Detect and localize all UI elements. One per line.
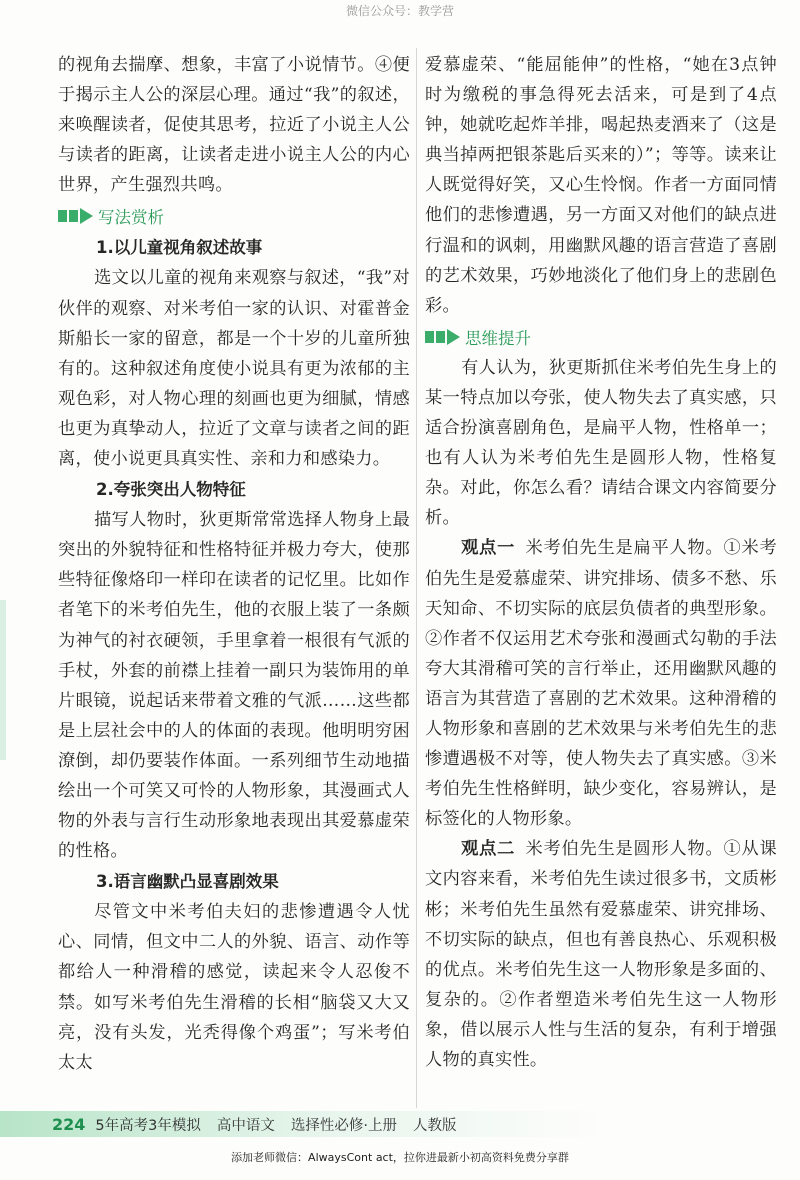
footer-volume: 选择性必修·上册 [290, 1117, 397, 1134]
subheading-3: 3.语言幽默凸显喜剧效果 [96, 872, 279, 892]
right-continuation-paragraph: 爱慕虚荣、“能屈能伸”的性格，“她在3点钟时为缴税的事急得死去活来，可是到了4点钟，她就吃起炸羊排，喝起热麦酒来了（这是典当掉两把银茶匙后买来的）”；等等。读来让人既觉得好笑，又心生怜悯。作者一方面同情他们的悲惨遭遇，另一方面又对他们的缺点进行温和的讽刺，用幽默风趣的语言营造了喜剧的艺术效果，巧妙地淡化了他们身上的悲剧色彩。 [425, 55, 777, 316]
viewpoint-1-label: 观点一 [461, 538, 516, 559]
paragraph-2: 描写人物时，狄更斯常常选择人物身上最突出的外貌特征和性格特征并极力夸大，使那些特征像烙印一样印在读者的记忆里。比如作者笔下的米考伯先生，他的衣服上装了一条颇为神气的衬衣硬领，手里拿着一根很有气派的手杖，外套的前襟上挂着一副只为装饰用的单片眼镜，说起话来带着文雅的气派……这些都是上层社会中的人的体面的表现。他明明穷困潦倒，却仍要装作体面。一系列细节生动地描绘出一个可笑又可怜的人物形象，其漫画式人物的外表与言行生动形象地表现出其爱慕虚荣的性格。 [58, 510, 410, 862]
section-heading-writing [58, 200, 410, 232]
left-column [58, 50, 410, 1078]
page-edge-tab [0, 600, 6, 760]
viewpoint-2 [425, 834, 777, 1075]
page-number: 224 [52, 1114, 86, 1134]
footer-subject: 高中语文 [216, 1117, 275, 1134]
paragraph-3: 尽管文中米考伯夫妇的悲惨遭遇令人忧心、同情，但文中二人的外貌、语言、动作等都给人一种滑稽的感觉，读起来令人忍俊不禁。如写米考伯先生滑稽的长相“脑袋又大又亮，没有头发，光秃得像个鸡蛋”；写米考伯太太 [58, 902, 410, 1073]
paragraph-1: 选文以儿童的视角来观察与叙述，“我”对伙伴的观察、对米考伯一家的认识、对霍普金斯船长一家的留意，都是一个十岁的儿童所独有的。这种叙述角度使小说具有更为浓郁的主观色彩，对人物心理的刻画也更为细腻，情感也更为真挚动人，拉近了文章与读者之间的距离，使小说更具真实性、亲和力和感染力。 [58, 268, 410, 470]
section-title: 写法赏析 [98, 208, 164, 228]
question-paragraph: 有人认为，狄更斯抓住米考伯先生身上的某一特点加以夸张，使人物失去了真实感，只适合扮演喜剧角色，是扁平人物，性格单一；也有人认为米考伯先生是圆形人物，性格复杂。对此，你怎么看？请结合课文内容简要分析。 [425, 357, 777, 529]
right-column [425, 50, 777, 1075]
section-arrow-icon [425, 328, 461, 346]
footer-book: 5年高考3年模拟 [95, 1117, 201, 1134]
left-continuation-paragraph: 的视角去揣摩、想象，丰富了小说情节。④便于揭示主人公的深层心理。通过“我”的叙述，来唤醒读者，促使其思考，拉近了小说主人公与读者的距离，让读者走进小说主人公的内心世界，产生强烈共鸣。 [58, 55, 410, 196]
viewpoint-1-text: 米考伯先生是扁平人物。①米考伯先生是爱慕虚荣、讲究排场、债多不愁、乐天知命、不切实际的底层负债者的典型形象。②作者不仅运用艺术夸张和漫画式勾勒的手法夸大其滑稽可笑的言行举止，还用幽默风趣的语言为其营造了喜剧的艺术效果。这种滑稽的人物形象和喜剧的艺术效果与米考伯先生的悲惨遭遇极不对等，使人物失去了真实感。③米考伯先生性格鲜明，缺少变化，容易辨认，是标签化的人物形象。 [425, 538, 777, 830]
column-divider [416, 48, 417, 1108]
viewpoint-2-label: 观点二 [461, 839, 516, 860]
watermark-top: 微信公众号：教学营 [345, 4, 454, 18]
subheading-1: 1.以儿童视角叙述故事 [96, 238, 263, 258]
section-arrow-icon [58, 207, 94, 225]
footer-edition: 人教版 [412, 1117, 457, 1134]
subheading-2: 2.夸张突出人物特征 [96, 480, 246, 500]
viewpoint-1 [425, 533, 777, 834]
section-title: 思维提升 [465, 328, 531, 348]
section-heading-thinking [425, 321, 777, 353]
watermark-bottom: 添加老师微信：AlwaysCont act，拉你进最新小初高资料免费分享群 [231, 1151, 569, 1164]
viewpoint-2-text: 米考伯先生是圆形人物。①从课文内容来看，米考伯先生读过很多书，文质彬彬；米考伯先生虽然有爱慕虚荣、讲究排场、不切实际的缺点，但也有善良热心、乐观积极的优点。米考伯先生这一人物形象是多面的、复杂的。②作者塑造米考伯先生这一人物形象，借以展示人性与生活的复杂，有利于增强人物的真实性。 [425, 839, 777, 1070]
page-footer [52, 1111, 456, 1137]
